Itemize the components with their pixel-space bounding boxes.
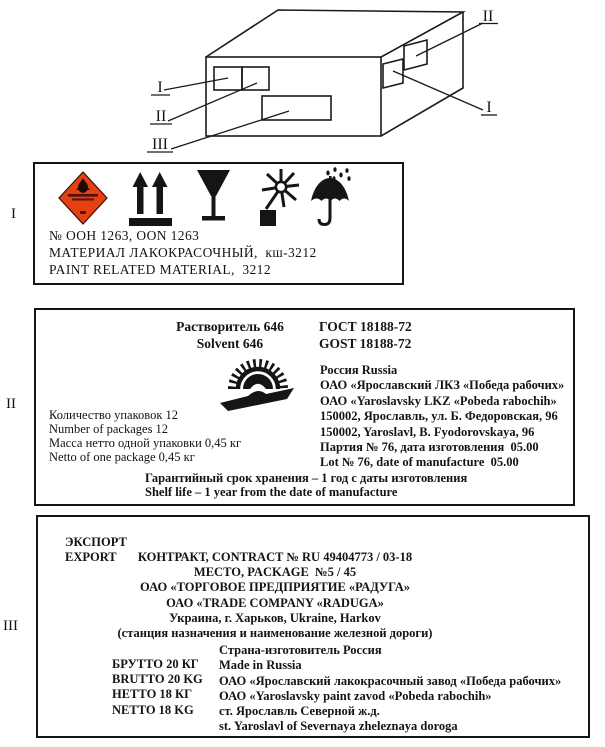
destination-line: Украина, г. Харьков, Ukraine, Harkov bbox=[169, 610, 381, 625]
label-I-text-block bbox=[49, 227, 317, 278]
export-ru: ЭКСПОРТ bbox=[65, 535, 127, 549]
box-right-face bbox=[381, 12, 463, 136]
keep-away-from-heat-icon bbox=[253, 168, 301, 228]
lot-date-en: Lot № 76, date of manufacture 05.00 bbox=[320, 455, 519, 470]
address-ru: 150002, Ярославль, ул. Б. Федоровская, 96 bbox=[320, 409, 558, 424]
marking-area-II-front bbox=[242, 67, 269, 90]
section-marker-II: II bbox=[6, 396, 16, 412]
section-marker-I: I bbox=[11, 206, 16, 222]
weights-block bbox=[112, 657, 203, 718]
product-name-ru: Растворитель 646 bbox=[176, 319, 284, 334]
consignee-en: ОАО «TRADE COMPANY «RADUGA» bbox=[166, 595, 384, 610]
manufacturer-en: ОАО «Yaroslavsky paint zavod «Pobeda rabochih» bbox=[219, 688, 492, 703]
diagram-marker-II-right: II bbox=[482, 8, 494, 25]
gross-ru: БРУТТО 20 КГ bbox=[112, 657, 199, 671]
origin-country-en: Made in Russia bbox=[219, 658, 302, 673]
diagram-marker-III: III bbox=[152, 136, 168, 153]
label-II-product-info bbox=[34, 308, 575, 506]
material-name-ru: МАТЕРИАЛ ЛАКОКРАСОЧНЫЙ, кш-3212 bbox=[49, 245, 317, 260]
fragile-glass-icon bbox=[196, 169, 231, 227]
net-ru: НЕТТО 18 КГ bbox=[112, 687, 193, 702]
label-III-export-transport bbox=[36, 515, 590, 738]
contract-consignee-block bbox=[38, 550, 512, 641]
shelf-life-ru: Гарантийный срок хранения – 1 год с даты изготовления bbox=[145, 471, 468, 485]
leader-line-I-right bbox=[393, 71, 483, 110]
diagram-marker-II: II bbox=[155, 108, 167, 125]
gross-en: BRUTTO 20 KG bbox=[112, 672, 203, 687]
label-I-danger-handling bbox=[33, 162, 404, 285]
net-mass-ru: Масса нетто одной упаковки 0,45 кг bbox=[49, 436, 242, 450]
product-name-en: Solvent 646 bbox=[196, 335, 264, 351]
producer-block bbox=[320, 363, 564, 471]
producer-ru: ОАО «Ярославский ЛКЗ «Победа рабочих» bbox=[320, 378, 565, 393]
packages-block bbox=[49, 408, 241, 464]
packages-count-ru: Количество упаковок 12 bbox=[49, 408, 179, 422]
station-note-line: (станция назначения и наименование железной дороги) bbox=[117, 626, 433, 641]
standard-en: GOST 18188-72 bbox=[319, 335, 412, 351]
diagram-marker-I: I bbox=[157, 79, 163, 96]
this-way-up-icon bbox=[127, 169, 174, 227]
producer-en: ОАО «Yaroslavsky LKZ «Pobeda rabochih» bbox=[320, 393, 557, 408]
marking-area-II-side bbox=[404, 40, 427, 70]
station-en: st. Yaroslavl of Severnaya zheleznaya doroga bbox=[219, 719, 458, 734]
address-en: 150002, Yaroslavl, B. Fyodorovskaya, 96 bbox=[320, 424, 535, 439]
manufacturer-ru: ОАО «Ярославский лакокрасочный завод «Победа рабочих» bbox=[219, 673, 562, 688]
station-ru: ст. Ярославль Северной ж.д. bbox=[219, 704, 380, 719]
flammable-liquid-hazard-diamond-icon bbox=[58, 171, 108, 225]
net-en: NETTO 18 KG bbox=[112, 702, 194, 717]
diagram-marker-I-right: I bbox=[486, 99, 492, 116]
standard-block bbox=[319, 319, 412, 352]
rising-sun-trademark-icon bbox=[216, 355, 296, 411]
box-top-face bbox=[206, 10, 463, 57]
contract-line: КОНТРАКТ, CONTRACT № RU 49404773 / 03-18 bbox=[137, 550, 413, 564]
shelf-life-en: Shelf life – 1 year from the date of manufacture bbox=[145, 485, 398, 499]
country-line: Россия Russia bbox=[320, 363, 398, 377]
export-en: EXPORT bbox=[65, 550, 117, 565]
leader-line-III bbox=[171, 111, 289, 149]
origin-country-ru: Страна-изготовитель Россия bbox=[219, 643, 382, 657]
keep-dry-umbrella-icon bbox=[309, 167, 352, 229]
net-mass-en: Netto of one package 0,45 кг bbox=[49, 450, 195, 464]
un-number-line: № ООН 1263, OON 1263 bbox=[49, 228, 200, 243]
product-name-block bbox=[174, 319, 286, 352]
section-marker-III: III bbox=[3, 618, 18, 634]
lot-date-ru: Партия № 76, дата изготовления 05.00 bbox=[320, 440, 539, 455]
standard-ru: ГОСТ 18188-72 bbox=[319, 319, 412, 334]
consignee-ru: ОАО «ТОРГОВОЕ ПРЕДПРИЯТИЕ «РАДУГА» bbox=[139, 580, 411, 595]
origin-manufacturer-block bbox=[219, 643, 561, 735]
shelf-life-block bbox=[145, 471, 467, 499]
material-name-en: PAINT RELATED MATERIAL, 3212 bbox=[49, 262, 271, 277]
package-number-line: МЕСТО, PACKAGE №5 / 45 bbox=[193, 565, 357, 580]
leader-line-I bbox=[164, 78, 228, 90]
package-box-diagram bbox=[0, 0, 605, 160]
packages-count-en: Number of packages 12 bbox=[49, 422, 169, 436]
leader-line-II bbox=[168, 83, 257, 121]
